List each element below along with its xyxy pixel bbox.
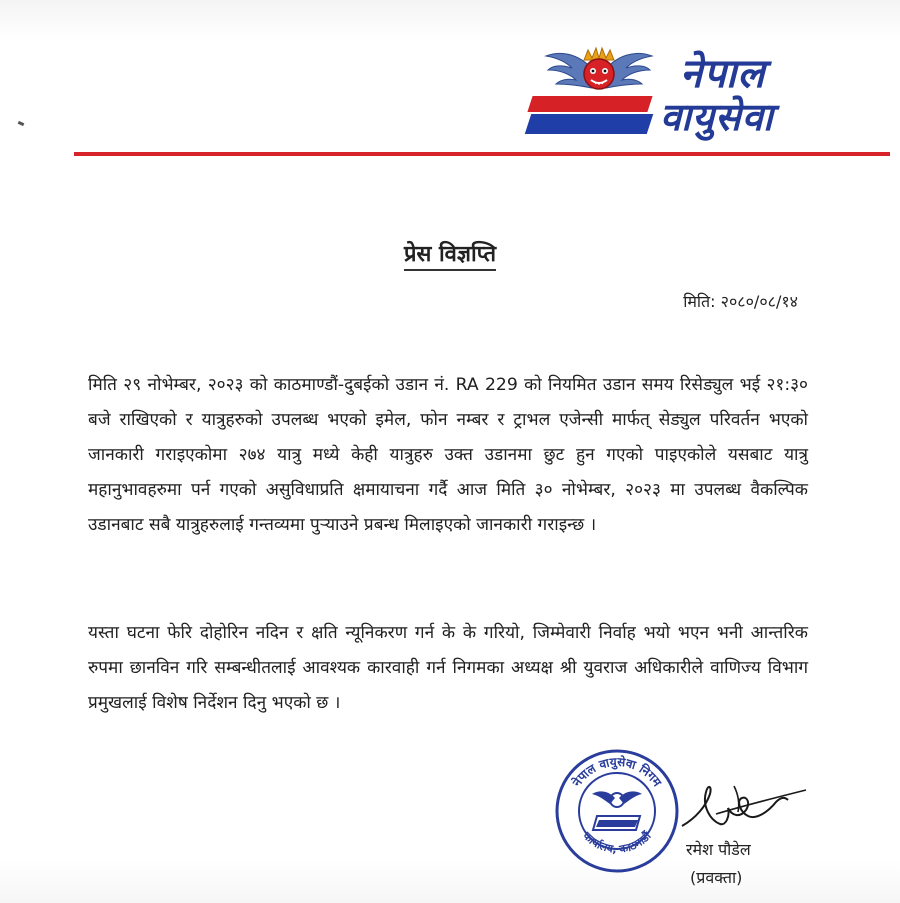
logo-red-stripe: [527, 96, 652, 112]
bhairab-wings-emblem-icon: [544, 44, 654, 104]
logo-text-nepal: नेपाल: [680, 51, 766, 97]
scan-speck: [18, 121, 25, 126]
document-title: [0, 238, 900, 268]
signatory-name: रमेश पौडेल: [686, 840, 751, 859]
logo-text-vayusewa: वायुसेवा: [660, 95, 774, 139]
logo-blue-stripe: [525, 114, 653, 134]
paragraph-2: यस्ता घटना फेरि दोहोरिन नदिन र क्षति न्यूनिकरण गर्न के के गरियो, जिम्मेवारी निर्वाह भयो भएन भनी आन्तरिक रुपमा छानविन गरि सम्बन्धीतलाई आवश्यक कारवाही गर्न निगमका अध्यक्ष श्री युवराज अधिकारीले वाणिज्य विभाग प्रमुखलाई विशेष निर्देशन दिनु भएको छ ।: [88, 623, 808, 713]
handwritten-signature: [676, 766, 816, 846]
paragraph-1: मिति २९ नोभेम्बर, २०२३ को काठमाण्डौं-दुबईको उडान नं. RA 229 को नियमित उडान समय रिसेड्युल भई २१:३० बजे राखिएको र यात्रुहरुको उपलब्ध भएको इमेल, फोन नम्बर र ट्राभल एजेन्सी मार्फत् सेड्युल परिवर्तन भएको जानकारी गराइएकोमा २७४ यात्रु मध्ये केही यात्रुहरु उक्त उडानमा छुट हुन गएको पाइएकोले यसबाट यात्रु महानुभावहरुमा पर्न गएको असुविधाप्रति क्षमायाचना गर्दै आज मिति ३० नोभेम्बर, २०२३ मा उपलब्ध वैकल्पिक उडानबाट सबै यात्रुहरुलाई गन्तव्यमा पुऱ्याउने प्रबन्ध मिलाइएको जानकारी गराइन्छ ।: [88, 375, 808, 535]
document-date: मिति: २०८०/०८/१४: [683, 292, 798, 311]
stamp-top-text: नेपाल वायुसेवा निगम: [569, 754, 665, 790]
official-stamp: [552, 746, 682, 876]
stamp-bottom-text: कार्यालय, काठमाडौं: [580, 829, 654, 856]
document-title-text: प्रेस विज्ञप्ति: [404, 242, 496, 271]
signatory-role: (प्रवक्ता): [690, 868, 743, 887]
header-rule: [74, 152, 890, 156]
